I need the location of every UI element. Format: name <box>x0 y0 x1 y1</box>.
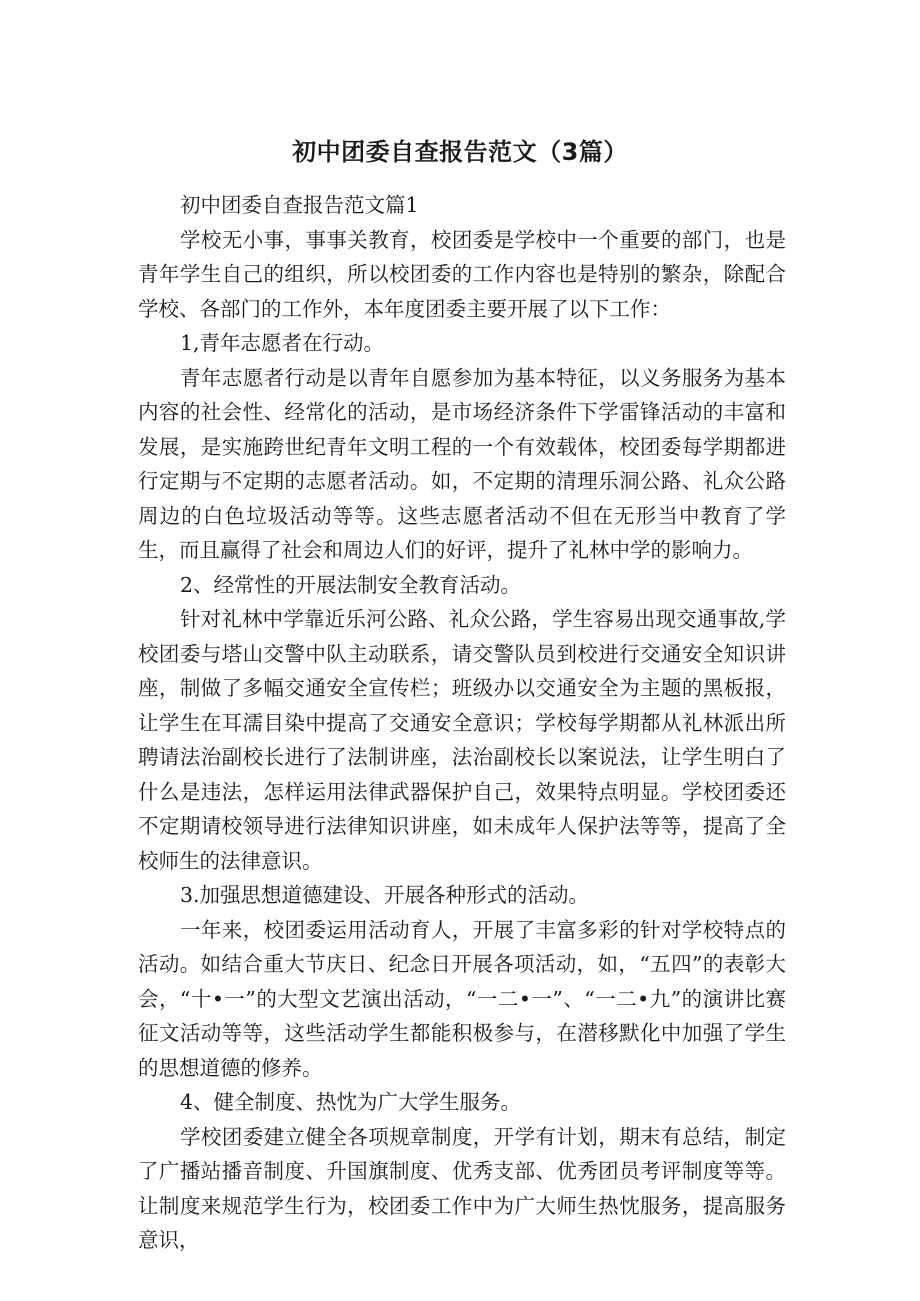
body-paragraph: 学校无小事，事事关教育，校团委是学校中一个重要的部门，也是青年学生自己的组织，所以校团委的工作内容也是特别的繁杂，除配合学校、各部门的工作外，本年度团委主要开展了以下工作： <box>138 227 786 321</box>
body-paragraph: 一年来，校团委运用活动育人，开展了丰富多彩的针对学校特点的活动。如结合重大节庆日、纪念日开展各项活动，如，“五四”的表彰大会，“十•一”的大型文艺演出活动，“一二•一”、“一二•九”的演讲比赛征文活动等等，这些活动学生都能积极参与，在潜移默化中加强了学生的思想道德的修养。 <box>138 917 786 1080</box>
subsection-heading: 4、健全制度、热忱为广大学生服务。 <box>180 1090 522 1114</box>
document-body <box>138 188 786 1258</box>
body-paragraph: 针对礼林中学靠近乐河公路、礼众公路，学生容易出现交通事故,学校团委与塔山交警中队主动联系，请交警队员到校进行交通安全知识讲座，制做了多幅交通安全宣传栏；班级办以交通安全为主题的黑板报，让学生在耳濡目染中提高了交通安全意识；学校每学期都从礼林派出所聘请法治副校长进行了法制讲座，法治副校长以案说法，让学生明白了什么是违法，怎样运用法律武器保护自己，效果特点明显。学校团委还不定期请校领导进行法律知识讲座，如未成年人保护法等等，提高了全校师生的法律意识。 <box>138 607 786 873</box>
body-paragraph: 学校团委建立健全各项规章制度，开学有计划，期末有总结，制定了广播站播音制度、升国旗制度、优秀支部、优秀团员考评制度等等。让制度来规范学生行为，校团委工作中为广大师生热忱服务，提高服务意识， <box>138 1124 786 1252</box>
subsection-heading: 3.加强思想道德建设、开展各种形式的活动。 <box>180 883 590 907</box>
document-title: 初中团委自查报告范文（3篇） <box>292 138 628 167</box>
section-heading: 初中团委自查报告范文篇1 <box>180 193 419 217</box>
subsection-heading: 1,青年志愿者在行动。 <box>180 331 385 355</box>
body-paragraph: 青年志愿者行动是以青年自愿参加为基本特征，以义务服务为基本内容的社会性、经常化的活动，是市场经济条件下学雷锋活动的丰富和发展，是实施跨世纪青年文明工程的一个有效载体，校团委每学期都进行定期与不定期的志愿者活动。如，不定期的清理乐洞公路、礼众公路周边的白色垃圾活动等等。这些志愿者活动不但在无形当中教育了学生，而且赢得了社会和周边人们的好评，提升了礼林中学的影响力。 <box>138 365 786 562</box>
subsection-heading: 2、经常性的开展法制安全教育活动。 <box>180 572 522 597</box>
